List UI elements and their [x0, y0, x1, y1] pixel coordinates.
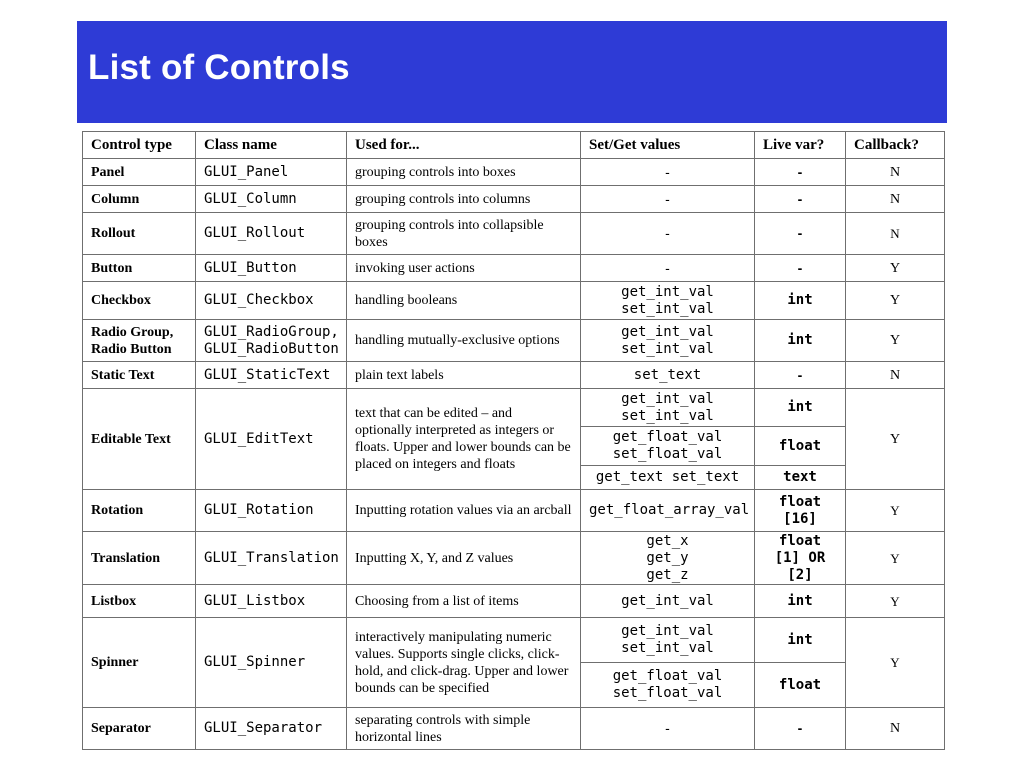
set-get-cell: -: [581, 159, 755, 186]
used-for-cell: grouping controls into collapsible boxes: [347, 213, 581, 255]
set-get-cell: get_text set_text: [581, 466, 755, 490]
used-for-cell: Choosing from a list of items: [347, 585, 581, 618]
set-get-cell: set_text: [581, 362, 755, 389]
class-name-cell: GLUI_Listbox: [196, 585, 347, 618]
live-var-cell: int: [755, 282, 846, 320]
set-get-cell: get_float_val set_float_val: [581, 427, 755, 466]
callback-cell: Y: [846, 532, 945, 585]
header-callback: Callback?: [846, 132, 945, 159]
live-var-cell: float [16]: [755, 490, 846, 532]
table-header-row: [83, 132, 945, 159]
header-used-for: Used for...: [347, 132, 581, 159]
controls-table: [82, 131, 945, 750]
table-row: [83, 362, 945, 389]
callback-cell: N: [846, 159, 945, 186]
class-name-cell: GLUI_Spinner: [196, 618, 347, 708]
used-for-cell: interactively manipulating numeric values. Supports single clicks, click-hold, and click-drag. Upper and lower bounds can be specified: [347, 618, 581, 708]
live-var-cell: int: [755, 618, 846, 663]
table-row: [83, 585, 945, 618]
set-get-cell: get_float_val set_float_val: [581, 663, 755, 708]
table-row: [83, 490, 945, 532]
table-row: [83, 282, 945, 320]
control-type-cell: Panel: [83, 159, 196, 186]
set-get-cell: get_float_array_val: [581, 490, 755, 532]
table-row: [83, 708, 945, 750]
set-get-cell: get_int_val set_int_val: [581, 389, 755, 427]
class-name-cell: GLUI_StaticText: [196, 362, 347, 389]
class-name-cell: GLUI_Rollout: [196, 213, 347, 255]
control-type-cell: Spinner: [83, 618, 196, 708]
title-bar: [77, 21, 947, 123]
callback-cell: Y: [846, 585, 945, 618]
control-type-cell: Separator: [83, 708, 196, 750]
callback-cell: Y: [846, 255, 945, 282]
set-get-cell: get_int_val set_int_val: [581, 282, 755, 320]
control-type-cell: Column: [83, 186, 196, 213]
callback-cell: Y: [846, 282, 945, 320]
used-for-cell: Inputting X, Y, and Z values: [347, 532, 581, 585]
header-live-var: Live var?: [755, 132, 846, 159]
header-control-type: Control type: [83, 132, 196, 159]
control-type-cell: Rollout: [83, 213, 196, 255]
control-type-cell: Radio Group, Radio Button: [83, 320, 196, 362]
callback-cell: Y: [846, 389, 945, 490]
callback-cell: N: [846, 708, 945, 750]
slide-title: List of Controls: [88, 48, 350, 87]
live-var-cell: -: [755, 708, 846, 750]
control-type-cell: Translation: [83, 532, 196, 585]
set-get-cell: -: [581, 213, 755, 255]
class-name-cell: GLUI_RadioGroup, GLUI_RadioButton: [196, 320, 347, 362]
live-var-cell: -: [755, 213, 846, 255]
table-row: [83, 618, 945, 663]
control-type-cell: Static Text: [83, 362, 196, 389]
callback-cell: Y: [846, 618, 945, 708]
live-var-cell: float [1] OR [2]: [755, 532, 846, 585]
table-row: [83, 186, 945, 213]
callback-cell: N: [846, 186, 945, 213]
used-for-cell: Inputting rotation values via an arcball: [347, 490, 581, 532]
live-var-cell: float: [755, 427, 846, 466]
live-var-cell: int: [755, 389, 846, 427]
set-get-cell: -: [581, 708, 755, 750]
class-name-cell: GLUI_Panel: [196, 159, 347, 186]
table-row: [83, 213, 945, 255]
table-row: [83, 389, 945, 427]
class-name-cell: GLUI_Button: [196, 255, 347, 282]
used-for-cell: plain text labels: [347, 362, 581, 389]
callback-cell: N: [846, 362, 945, 389]
table-row: [83, 532, 945, 585]
set-get-cell: get_int_val set_int_val: [581, 618, 755, 663]
class-name-cell: GLUI_Separator: [196, 708, 347, 750]
used-for-cell: handling mutually-exclusive options: [347, 320, 581, 362]
used-for-cell: separating controls with simple horizontal lines: [347, 708, 581, 750]
control-type-cell: Checkbox: [83, 282, 196, 320]
live-var-cell: -: [755, 362, 846, 389]
used-for-cell: text that can be edited – and optionally interpreted as integers or floats. Upper and lower bounds can be placed on integers and floats: [347, 389, 581, 490]
table-row: [83, 320, 945, 362]
set-get-cell: -: [581, 255, 755, 282]
class-name-cell: GLUI_EditText: [196, 389, 347, 490]
set-get-cell: get_int_val: [581, 585, 755, 618]
live-var-cell: int: [755, 585, 846, 618]
header-class-name: Class name: [196, 132, 347, 159]
class-name-cell: GLUI_Checkbox: [196, 282, 347, 320]
live-var-cell: float: [755, 663, 846, 708]
class-name-cell: GLUI_Column: [196, 186, 347, 213]
class-name-cell: GLUI_Rotation: [196, 490, 347, 532]
table-row: [83, 255, 945, 282]
live-var-cell: -: [755, 186, 846, 213]
set-get-cell: -: [581, 186, 755, 213]
callback-cell: Y: [846, 320, 945, 362]
live-var-cell: text: [755, 466, 846, 490]
used-for-cell: handling booleans: [347, 282, 581, 320]
live-var-cell: -: [755, 255, 846, 282]
callback-cell: Y: [846, 490, 945, 532]
table-row: [83, 159, 945, 186]
used-for-cell: invoking user actions: [347, 255, 581, 282]
control-type-cell: Editable Text: [83, 389, 196, 490]
control-type-cell: Listbox: [83, 585, 196, 618]
set-get-cell: get_int_val set_int_val: [581, 320, 755, 362]
class-name-cell: GLUI_Translation: [196, 532, 347, 585]
set-get-cell: get_x get_y get_z: [581, 532, 755, 585]
live-var-cell: -: [755, 159, 846, 186]
control-type-cell: Rotation: [83, 490, 196, 532]
used-for-cell: grouping controls into boxes: [347, 159, 581, 186]
control-type-cell: Button: [83, 255, 196, 282]
callback-cell: N: [846, 213, 945, 255]
live-var-cell: int: [755, 320, 846, 362]
header-set-get: Set/Get values: [581, 132, 755, 159]
used-for-cell: grouping controls into columns: [347, 186, 581, 213]
